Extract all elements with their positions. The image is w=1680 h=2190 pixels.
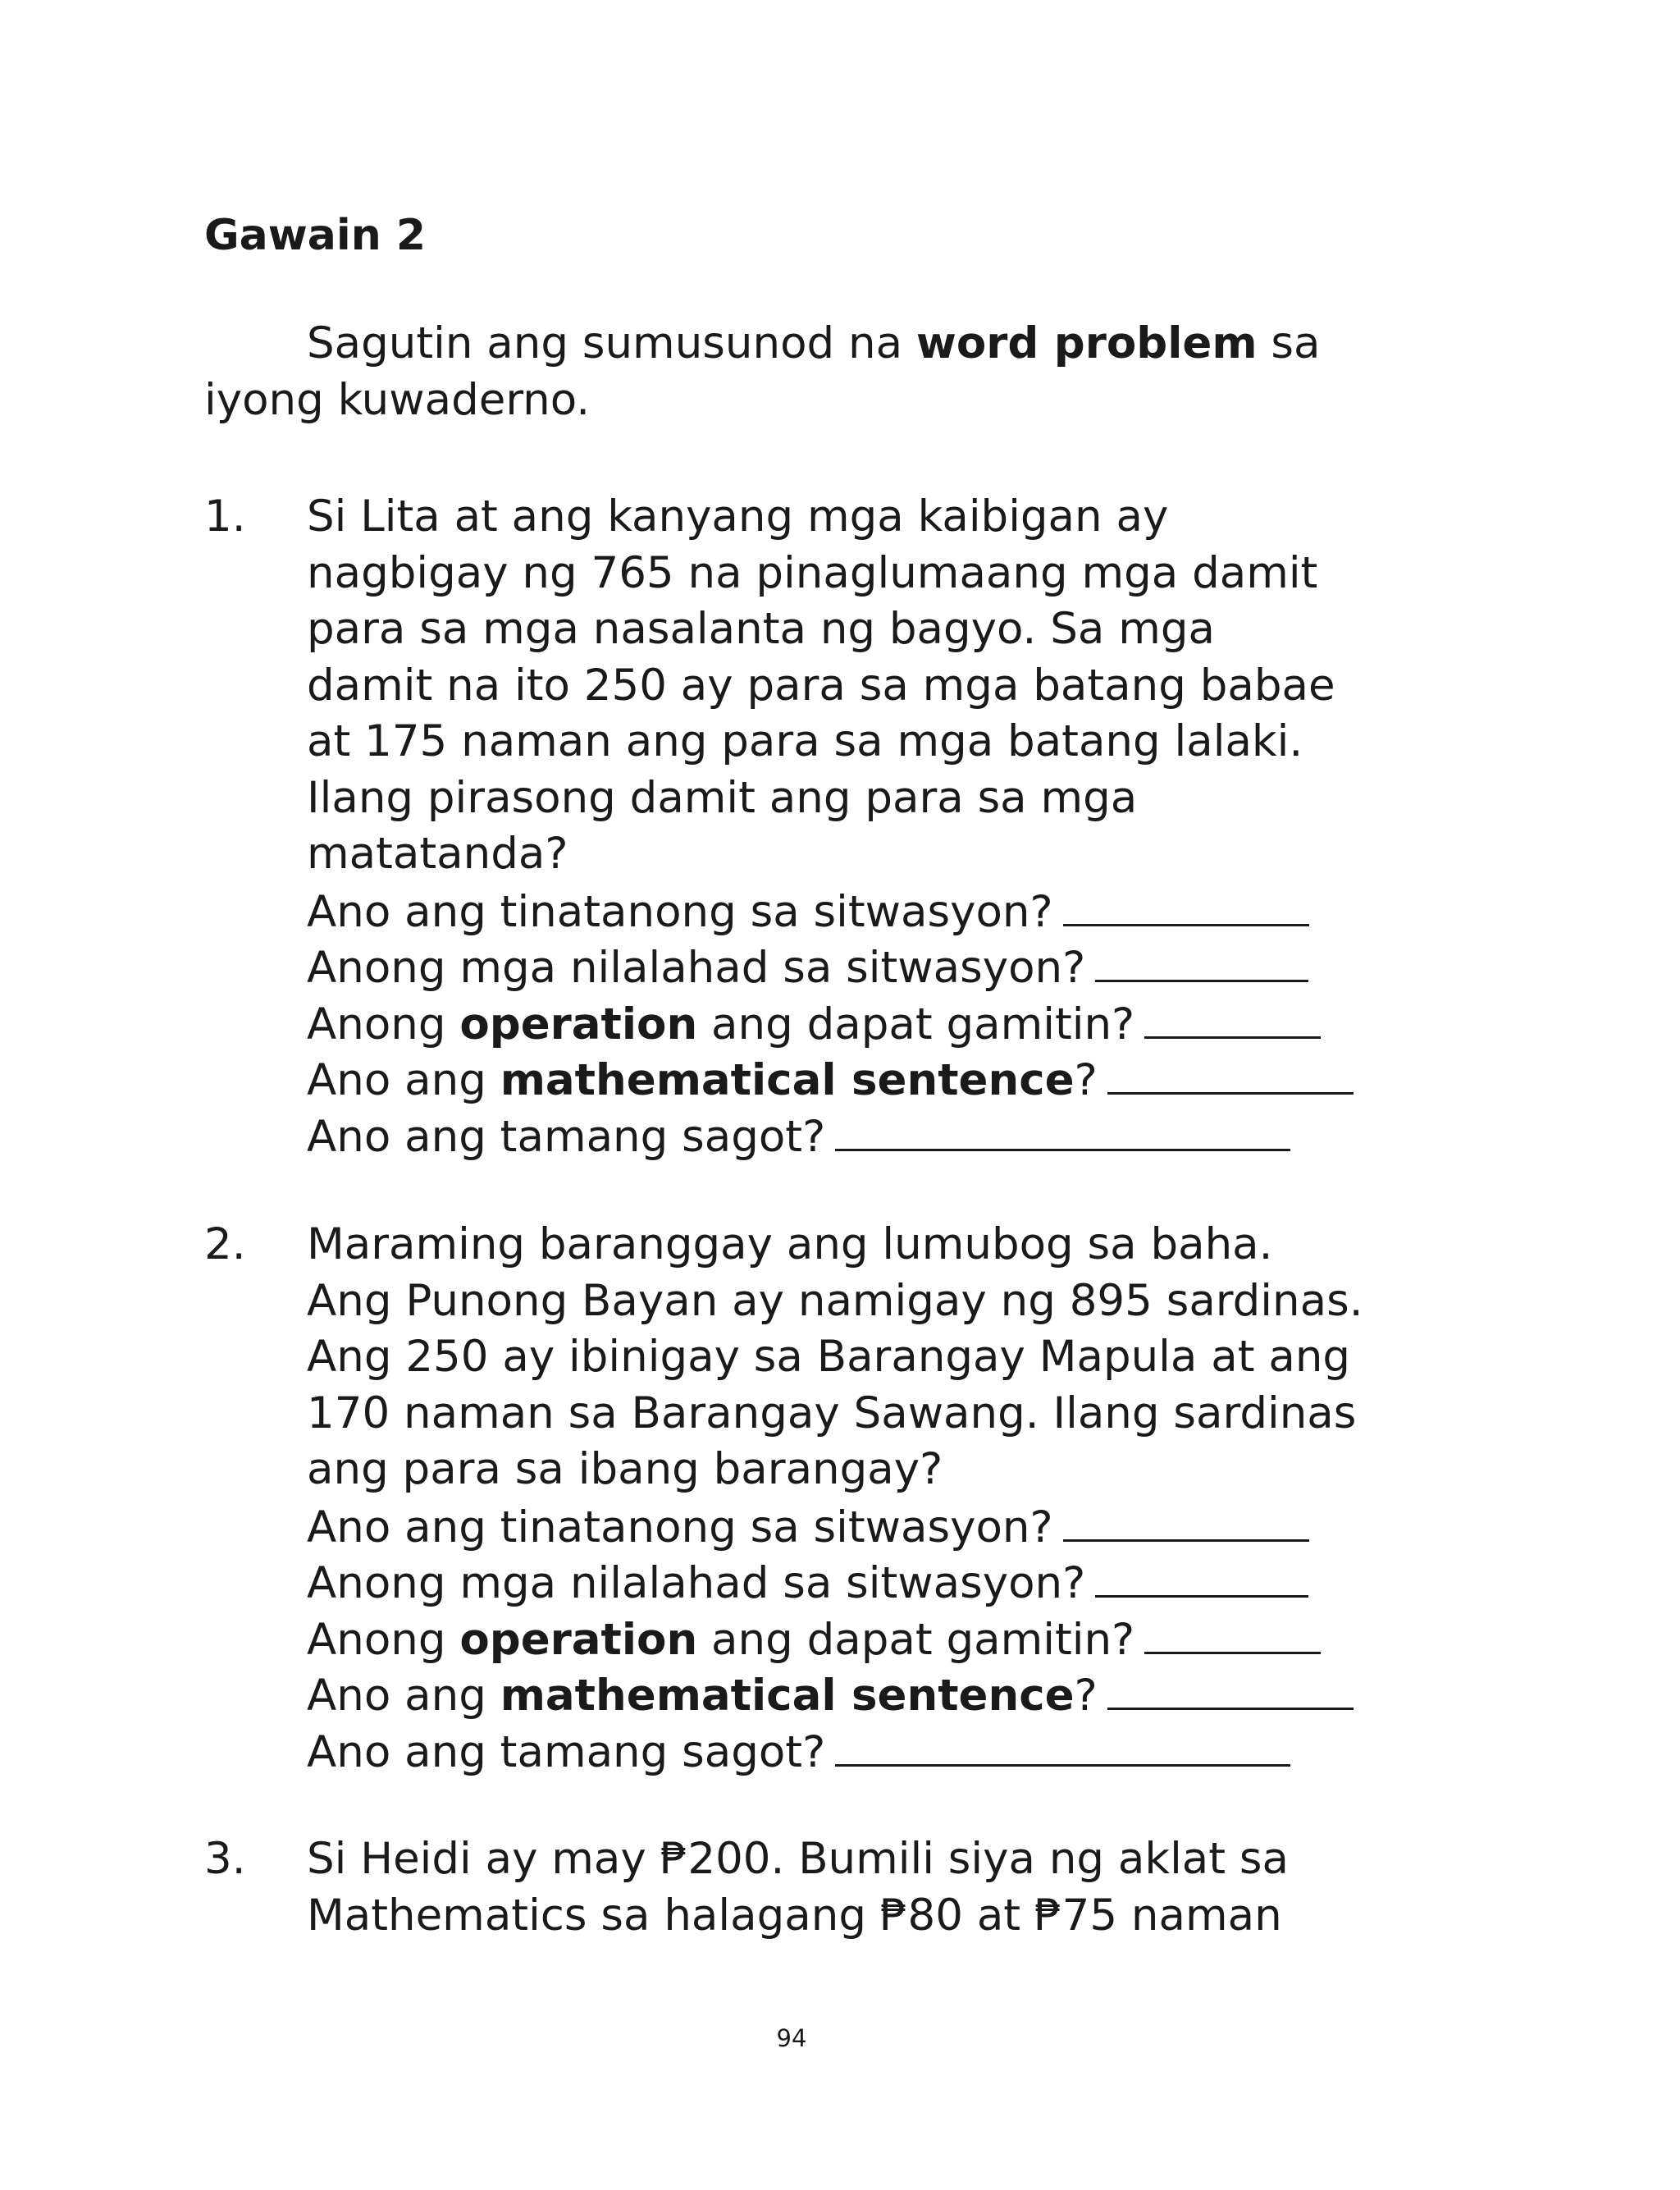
answer-blank[interactable] (1144, 1611, 1321, 1654)
problem-number: 1. (204, 491, 246, 542)
answer-blank[interactable] (835, 1108, 1290, 1151)
question-math-sentence: Ano ang mathematical sentence? (307, 1667, 1363, 1723)
problem-text-line: ang para sa ibang barangay? (307, 1444, 943, 1494)
question-asked: Ano ang tinatanong sa sitwasyon? (307, 883, 1354, 940)
answer-blank[interactable] (1063, 1498, 1309, 1542)
answer-blank[interactable] (1107, 1051, 1354, 1095)
problem-number: 2. (204, 1219, 246, 1269)
problem-text-line: Si Lita at ang kanyang mga kaibigan ay (307, 491, 1169, 542)
problem-text-line: damit na ito 250 ay para sa mga batang babae (307, 660, 1335, 711)
problem-text-line: matatanda? (307, 829, 568, 879)
problem-text-line: nagbigay ng 765 na pinaglumaang mga damit (307, 547, 1318, 598)
answer-blank[interactable] (1107, 1667, 1354, 1710)
problem-text-line: Mathematics sa halagang ₱80 at ₱75 naman (307, 1890, 1282, 1941)
question-operation: Anong operation ang dapat gamitin? (307, 995, 1354, 1052)
answer-blank[interactable] (1095, 1554, 1308, 1598)
problem-text-line: 170 naman sa Barangay Sawang. Ilang sardinas (307, 1388, 1357, 1438)
problem-text-line: at 175 naman ang para sa mga batang lalaki. (307, 716, 1303, 766)
problem-content (307, 1217, 1363, 1779)
problem-text-line: Si Heidi ay may ₱200. Bumili siya ng aklat sa (307, 1834, 1290, 1884)
problem-text-line: Ilang pirasong damit ang para sa mga (307, 772, 1138, 823)
question-given: Anong mga nilalahad sa sitwasyon? (307, 1554, 1363, 1611)
problem-number: 3. (204, 1834, 246, 1884)
question-math-sentence: Ano ang mathematical sentence? (307, 1051, 1354, 1108)
answer-blank[interactable] (1063, 883, 1309, 926)
activity-title: Gawain 2 (204, 211, 427, 260)
instructions (204, 316, 1418, 428)
question-given: Anong mga nilalahad sa sitwasyon? (307, 939, 1354, 995)
answer-blank[interactable] (835, 1723, 1290, 1767)
question-asked: Ano ang tinatanong sa sitwasyon? (307, 1498, 1363, 1555)
answer-blank[interactable] (1095, 939, 1308, 982)
problem-content (307, 1831, 1289, 1944)
problem-text-line: para sa mga nasalanta ng bagyo. Sa mga (307, 604, 1215, 654)
problem-text-line: Maraming baranggay ang lumubog sa baha. (307, 1219, 1273, 1269)
problem-text-line: Ang Punong Bayan ay namigay ng 895 sardinas. (307, 1275, 1363, 1326)
page-number: 94 (776, 2024, 807, 2052)
answer-blank[interactable] (1144, 995, 1321, 1039)
problem-content (307, 489, 1354, 1164)
question-operation: Anong operation ang dapat gamitin? (307, 1611, 1363, 1667)
instructions-line-1: Sagutin ang sumusunod na word problem sa (307, 318, 1321, 368)
instructions-line-2: iyong kuwaderno. (204, 374, 591, 425)
question-answer: Ano ang tamang sagot? (307, 1108, 1354, 1164)
instructions-bold-term: word problem (915, 318, 1258, 368)
problem-text-line: Ang 250 ay ibinigay sa Barangay Mapula at ang (307, 1332, 1351, 1382)
question-answer: Ano ang tamang sagot? (307, 1723, 1363, 1780)
